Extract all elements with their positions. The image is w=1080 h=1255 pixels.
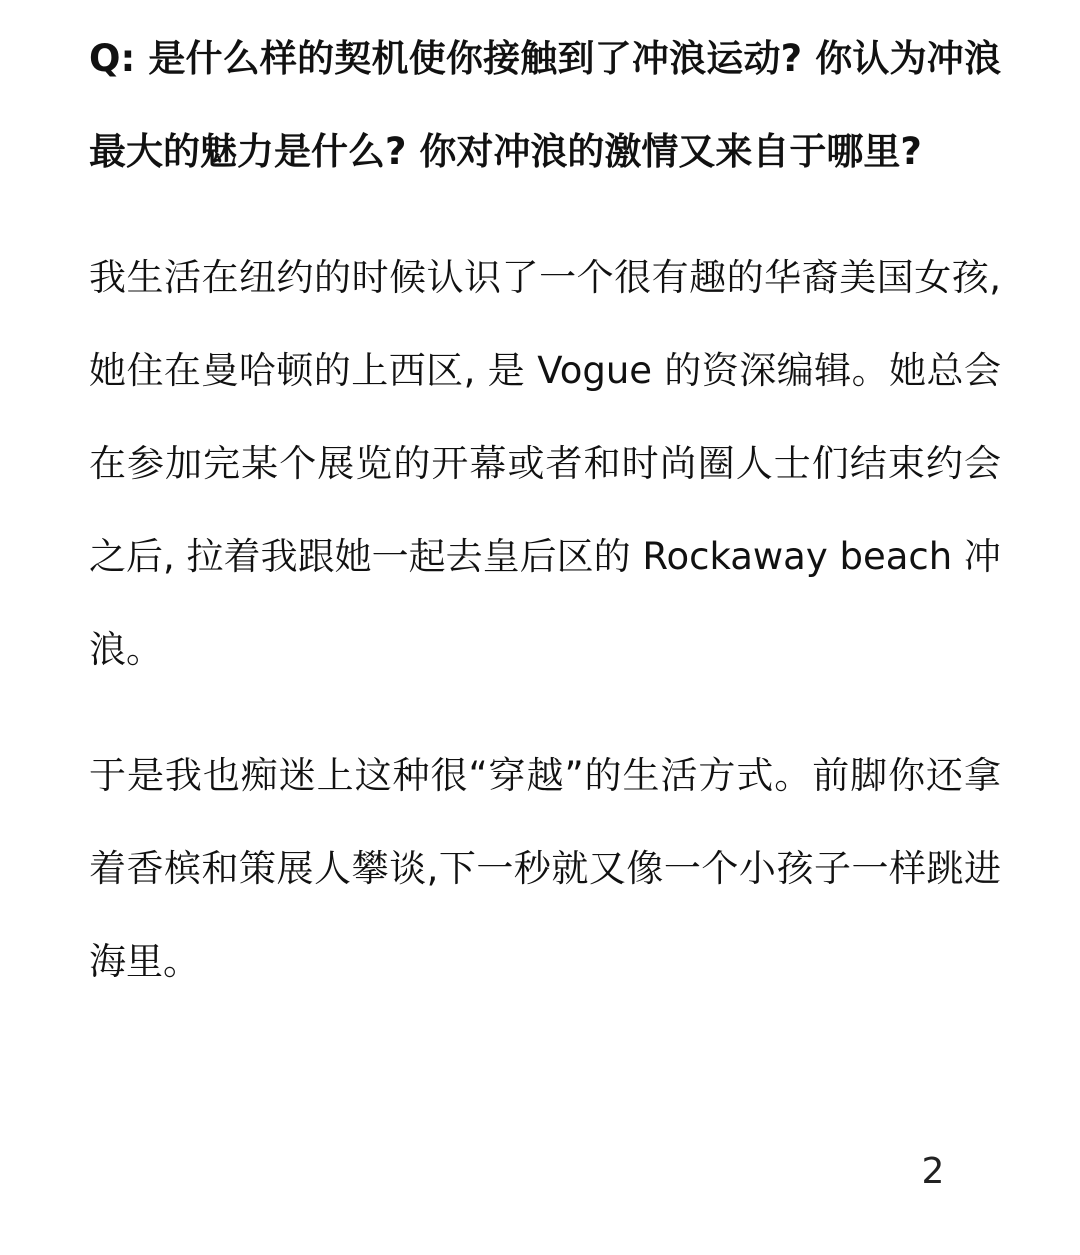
page-number: 2 — [921, 1151, 945, 1192]
article-body — [89, 12, 1001, 1008]
interview-question: Q: 是什么样的契机使你接触到了冲浪运动? 你认为冲浪最大的魅力是什么? 你对冲浪的激情又来自于哪里? — [89, 37, 1001, 173]
answer-paragraph-2: 于是我也痴迷上这种很“穿越”的生活方式。前脚你还拿着香槟和策展人攀谈,下一秒就又像一个小孩子一样跳进海里。 — [89, 754, 1001, 983]
answer-paragraph-1: 我生活在纽约的时候认识了一个很有趣的华裔美国女孩, 她住在曼哈顿的上西区, 是 Vogue 的资深编辑。她总会在参加完某个展览的开幕或者和时尚圈人士们结束约会之后, 拉着我跟她一起去皇后区的 Rockaway beach 冲浪。 — [89, 256, 1001, 671]
